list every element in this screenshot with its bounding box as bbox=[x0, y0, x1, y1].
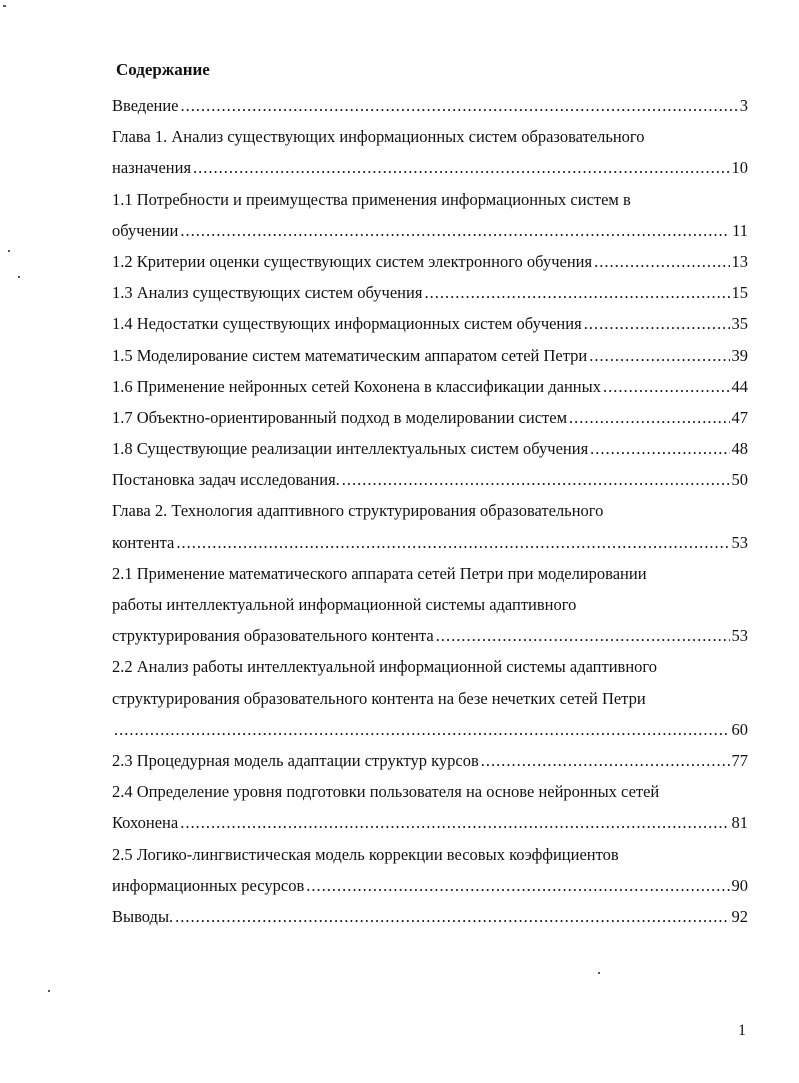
toc-line bbox=[112, 839, 748, 870]
toc-line bbox=[112, 340, 748, 371]
toc-entry-page: 48 bbox=[731, 439, 748, 459]
toc-entry-title: 1.4 Недостатки существующих информационных систем обучения bbox=[112, 314, 582, 334]
toc-line bbox=[112, 807, 748, 838]
toc-entry-title: 1.1 Потребности и преимущества применения информационных систем в bbox=[112, 189, 631, 209]
toc-entry-title: 2.5 Логико-лингвистическая модель коррекции весовых коэффициентов bbox=[112, 844, 619, 864]
toc-line bbox=[112, 589, 748, 620]
toc-entry-title: информационных ресурсов bbox=[112, 875, 305, 895]
toc-dot-leader bbox=[569, 402, 729, 433]
scan-speck bbox=[3, 5, 6, 7]
scan-speck bbox=[48, 990, 50, 992]
toc-dot-leader bbox=[114, 714, 730, 745]
toc-entry-title: 2.1 Применение математического аппарата сетей Петри при моделировании bbox=[112, 563, 647, 583]
toc-entry-page: 92 bbox=[731, 906, 748, 926]
toc-entry-title: структурирования образовательного контента на безе нечетких сетей Петри bbox=[112, 688, 646, 708]
toc-dot-leader bbox=[306, 870, 729, 901]
toc-entry-page: 60 bbox=[731, 719, 748, 739]
toc-line bbox=[112, 152, 748, 183]
toc-dot-leader bbox=[589, 340, 729, 371]
toc-entry-page: 53 bbox=[731, 626, 748, 646]
toc-entry-page: 50 bbox=[731, 470, 748, 490]
toc-dot-leader bbox=[590, 433, 729, 464]
toc-entry-title: 1.3 Анализ существующих систем обучения bbox=[112, 283, 423, 303]
toc-entry-title: Глава 2. Технология адаптивного структурирования образовательного bbox=[112, 501, 604, 521]
toc-entry-title: Глава 1. Анализ существующих информационных систем образовательного bbox=[112, 127, 645, 147]
toc-entry-title: обучении bbox=[112, 220, 179, 240]
toc-entry-page: 3 bbox=[739, 96, 748, 115]
toc-line bbox=[112, 620, 748, 651]
toc-entry-title: 2.3 Процедурная модель адаптации структур курсов bbox=[112, 750, 479, 770]
toc-line bbox=[112, 308, 748, 339]
toc-line bbox=[112, 371, 748, 402]
toc-dot-leader bbox=[594, 246, 729, 277]
toc-entry-page: 10 bbox=[731, 158, 748, 178]
toc-dot-leader bbox=[342, 464, 730, 495]
toc-entry-page: 47 bbox=[731, 407, 748, 427]
toc-line bbox=[112, 215, 748, 246]
toc-entry-page: 81 bbox=[731, 813, 748, 833]
toc-line bbox=[112, 246, 748, 277]
toc-entry-page: 53 bbox=[731, 532, 748, 552]
toc-entry-title: Кохонена bbox=[112, 813, 179, 833]
scan-speck bbox=[598, 972, 600, 974]
toc-entry-title: 2.4 Определение уровня подготовки пользователя на основе нейронных сетей bbox=[112, 782, 660, 802]
toc-entry-page: 44 bbox=[731, 376, 748, 396]
toc-entry-page: 35 bbox=[731, 314, 748, 334]
toc-line bbox=[112, 527, 748, 558]
toc-entry-title: Постановка задач исследования. bbox=[112, 470, 340, 490]
toc-line bbox=[112, 464, 748, 495]
toc-dot-leader bbox=[175, 901, 729, 932]
toc-entry-title: назначения bbox=[112, 158, 192, 178]
toc-line bbox=[112, 121, 748, 152]
toc-line bbox=[112, 90, 748, 121]
toc-entry-title: структурирования образовательного контента bbox=[112, 626, 434, 646]
table-of-contents bbox=[112, 90, 748, 932]
toc-dot-leader bbox=[584, 308, 730, 339]
toc-entry-title: Выводы. bbox=[112, 906, 174, 926]
toc-dot-leader bbox=[436, 620, 730, 651]
toc-line bbox=[112, 745, 748, 776]
toc-line bbox=[112, 870, 748, 901]
toc-line bbox=[112, 683, 748, 714]
toc-entry-page: 90 bbox=[731, 875, 748, 895]
toc-entry-title: 2.2 Анализ работы интеллектуальной информационной системы адаптивного bbox=[112, 657, 658, 677]
toc-dot-leader bbox=[180, 807, 729, 838]
toc-entry-title: Введение bbox=[112, 96, 179, 115]
toc-line bbox=[112, 433, 748, 464]
toc-entry-title: 1.6 Применение нейронных сетей Кохонена в классификации данных bbox=[112, 376, 601, 396]
toc-heading: Содержание bbox=[116, 60, 210, 79]
toc-entry-title: работы интеллектуальной информационной системы адаптивного bbox=[112, 595, 577, 614]
page-number: 1 bbox=[738, 1022, 746, 1039]
toc-line bbox=[112, 776, 748, 807]
toc-line bbox=[112, 184, 748, 215]
toc-dot-leader bbox=[180, 215, 730, 246]
scan-speck bbox=[18, 276, 20, 278]
toc-line bbox=[112, 558, 748, 589]
toc-line bbox=[112, 402, 748, 433]
toc-line bbox=[112, 901, 748, 932]
toc-line bbox=[112, 714, 748, 745]
toc-line bbox=[112, 651, 748, 682]
toc-entry-page: 39 bbox=[731, 345, 748, 365]
toc-dot-leader bbox=[181, 90, 738, 121]
toc-dot-leader bbox=[193, 152, 729, 183]
toc-entry-page: 11 bbox=[732, 220, 748, 240]
toc-entry-title: 1.8 Существующие реализации интеллектуальных систем обучения bbox=[112, 439, 589, 459]
toc-line bbox=[112, 495, 748, 526]
toc-dot-leader bbox=[603, 371, 730, 402]
scan-speck bbox=[8, 250, 10, 252]
toc-entry-page: 13 bbox=[731, 251, 748, 271]
toc-entry-page: 77 bbox=[731, 750, 748, 770]
toc-entry-title: 1.5 Моделирование систем математическим аппаратом сетей Петри bbox=[112, 345, 588, 365]
toc-entry-page: 15 bbox=[731, 283, 748, 303]
toc-dot-leader bbox=[176, 527, 729, 558]
toc-entry-title: 1.2 Критерии оценки существующих систем электронного обучения bbox=[112, 251, 593, 271]
toc-entry-title: 1.7 Объектно-ориентированный подход в моделировании систем bbox=[112, 407, 568, 427]
toc-dot-leader bbox=[481, 745, 730, 776]
toc-entry-title: контента bbox=[112, 532, 175, 552]
toc-line bbox=[112, 277, 748, 308]
toc-dot-leader bbox=[424, 277, 729, 308]
